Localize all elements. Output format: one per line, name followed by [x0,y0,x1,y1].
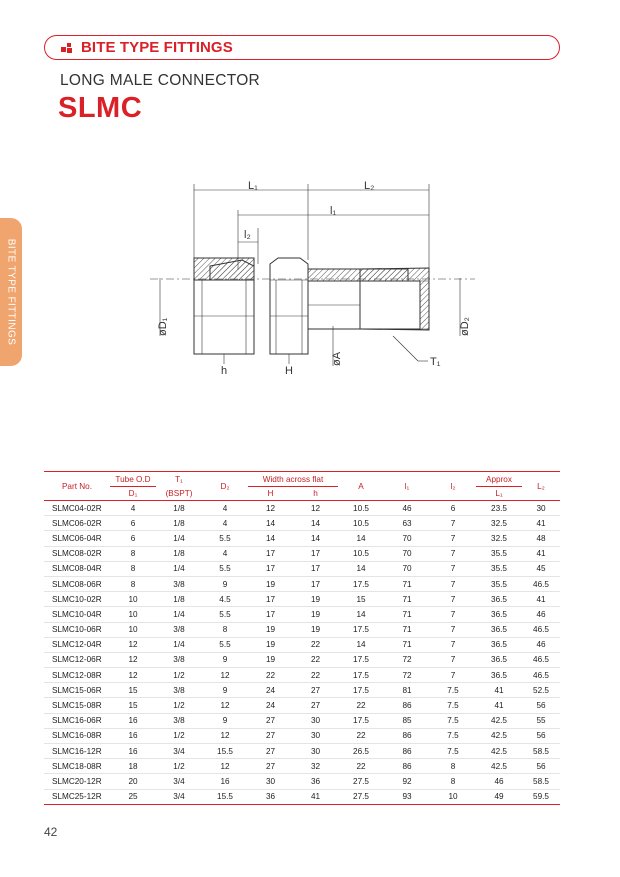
part-number-cell: SLMC12-08R [44,668,110,683]
table-cell: 22 [293,652,338,667]
table-cell: 14 [338,561,384,576]
table-cell: 1/2 [156,759,202,774]
table-cell: 26.5 [338,744,384,759]
part-number-cell: SLMC15-06R [44,683,110,698]
table-cell: 86 [384,728,430,743]
part-number-cell: SLMC15-08R [44,698,110,713]
table-cell: 14 [338,607,384,622]
table-cell: 9 [202,683,248,698]
table-cell: 3/8 [156,713,202,728]
table-cell: 41 [522,516,560,531]
table-cell: 41 [522,592,560,607]
label-D2: øD₂ [459,317,471,336]
table-cell: 9 [202,713,248,728]
squares-icon [61,43,73,53]
table-row [44,501,560,516]
table-cell: 3/4 [156,774,202,789]
header-L1: L₁ [495,489,503,498]
section-title: BITE TYPE FITTINGS [81,39,233,56]
table-cell: 22 [338,698,384,713]
table-cell: 1/2 [156,728,202,743]
table-cell: 8 [110,576,156,591]
table-cell: 30 [293,713,338,728]
table-cell: 7 [430,622,476,637]
table-cell: 7.5 [430,728,476,743]
table-cell: 27.5 [338,789,384,804]
table-cell: 42.5 [476,728,522,743]
table-cell: 30 [248,774,293,789]
table-cell: 7 [430,576,476,591]
table-cell: 5.5 [202,607,248,622]
table-cell: 35.5 [476,546,522,561]
table-cell: 7 [430,652,476,667]
table-cell: 46 [522,637,560,652]
table-cell: 12 [110,652,156,667]
table-cell: 19 [248,622,293,637]
table-row [44,576,560,591]
table-cell: 7 [430,607,476,622]
table-row [44,592,560,607]
table-cell: 1/4 [156,561,202,576]
header-tube-od: Tube O.D [110,472,156,487]
table-cell: 7 [430,561,476,576]
table-row [44,516,560,531]
table-cell: 32.5 [476,516,522,531]
table-cell: 32.5 [476,531,522,546]
part-number-cell: SLMC12-06R [44,652,110,667]
table-row [44,744,560,759]
table-cell: 58.5 [522,744,560,759]
table-cell: 27 [293,698,338,713]
table-cell: 1/8 [156,516,202,531]
table-cell: 93 [384,789,430,804]
table-cell: 22 [248,668,293,683]
table-cell: 12 [202,728,248,743]
table-cell: 3/8 [156,576,202,591]
table-cell: 48 [522,531,560,546]
table-cell: 86 [384,698,430,713]
label-l1: l₁ [330,205,337,217]
table-cell: 27.5 [338,774,384,789]
table-cell: 8 [110,561,156,576]
table-cell: 71 [384,637,430,652]
table-cell: 15 [338,592,384,607]
table-cell: 5.5 [202,561,248,576]
table-cell: 58.5 [522,774,560,789]
table-cell: 3/4 [156,789,202,804]
table-cell: 1/2 [156,668,202,683]
label-A: øA [331,351,343,366]
table-cell: 7.5 [430,713,476,728]
table-cell: 27 [248,713,293,728]
table-cell: 5.5 [202,637,248,652]
table-cell: 1/8 [156,546,202,561]
table-cell: 7 [430,592,476,607]
table-cell: 30 [522,501,560,516]
table-cell: 17 [293,561,338,576]
table-cell: 15.5 [202,744,248,759]
table-cell: 15 [110,683,156,698]
table-cell: 12 [202,698,248,713]
table-cell: 16 [110,713,156,728]
table-cell: 30 [293,744,338,759]
table-cell: 10 [430,789,476,804]
table-cell: 7.5 [430,683,476,698]
table-cell: 71 [384,592,430,607]
table-row [44,531,560,546]
table-cell: 24 [248,683,293,698]
table-cell: 17 [248,592,293,607]
table-cell: 17.5 [338,622,384,637]
label-T1: T₁ [430,356,441,368]
table-cell: 6 [430,501,476,516]
table-cell: 9 [202,652,248,667]
table-cell: 10 [110,607,156,622]
table-cell: 71 [384,622,430,637]
table-cell: 46 [522,607,560,622]
table-cell: 1/4 [156,637,202,652]
table-cell: 14 [293,531,338,546]
table-cell: 14 [248,516,293,531]
table-cell: 22 [338,728,384,743]
table-cell: 1/4 [156,607,202,622]
product-code: SLMC [58,92,143,124]
section-header [44,35,560,60]
table-cell: 71 [384,607,430,622]
part-number-cell: SLMC16-12R [44,744,110,759]
table-cell: 46.5 [522,576,560,591]
table-cell: 8 [202,622,248,637]
table-cell: 7 [430,668,476,683]
table-cell: 14 [293,516,338,531]
table-cell: 27 [248,744,293,759]
part-number-cell: SLMC08-06R [44,576,110,591]
table-cell: 41 [476,698,522,713]
table-cell: 59.5 [522,789,560,804]
table-cell: 70 [384,561,430,576]
table-cell: 36 [293,774,338,789]
table-cell: 1/8 [156,592,202,607]
table-cell: 52.5 [522,683,560,698]
table-cell: 10.5 [338,516,384,531]
table-row [44,728,560,743]
table-cell: 17 [293,546,338,561]
table-cell: 17.5 [338,652,384,667]
table-cell: 12 [110,668,156,683]
table-cell: 41 [476,683,522,698]
table-cell: 20 [110,774,156,789]
table-cell: 41 [293,789,338,804]
header-part-no: Part No. [61,481,93,491]
table-cell: 56 [522,759,560,774]
table-cell: 42.5 [476,759,522,774]
table-cell: 30 [293,728,338,743]
table-cell: 70 [384,531,430,546]
table-cell: 22 [338,759,384,774]
technical-drawing [150,176,480,376]
table-cell: 17 [248,561,293,576]
table-cell: 4.5 [202,592,248,607]
label-H: H [285,365,293,376]
table-cell: 3/4 [156,744,202,759]
table-cell: 12 [248,501,293,516]
table-cell: 6 [110,531,156,546]
table-cell: 46.5 [522,622,560,637]
table-cell: 14 [338,637,384,652]
label-D1: øD₁ [157,317,169,336]
table-cell: 17.5 [338,683,384,698]
table-cell: 15.5 [202,789,248,804]
table-row [44,561,560,576]
table-cell: 1/4 [156,531,202,546]
table-row [44,546,560,561]
table-row [44,683,560,698]
label-L1: L₁ [248,180,258,192]
table-cell: 18 [110,759,156,774]
label-l2: l₂ [244,229,251,241]
header-a: A [358,481,364,491]
table-cell: 22 [293,637,338,652]
table-cell: 46 [384,501,430,516]
part-number-cell: SLMC04-02R [44,501,110,516]
table-cell: 4 [110,501,156,516]
table-cell: 49 [476,789,522,804]
table-cell: 36.5 [476,592,522,607]
part-number-cell: SLMC25-12R [44,789,110,804]
table-cell: 6 [110,516,156,531]
header-h: h [313,489,318,498]
part-number-cell: SLMC06-04R [44,531,110,546]
header-t1: T₁ [175,474,183,484]
header-d1: D₁ [128,489,138,498]
table-cell: 7.5 [430,744,476,759]
label-h: h [221,365,228,376]
table-cell: 1/2 [156,698,202,713]
table-cell: 4 [202,516,248,531]
table-cell: 19 [248,637,293,652]
table-cell: 55 [522,713,560,728]
table-cell: 81 [384,683,430,698]
table-cell: 9 [202,576,248,591]
header-d2: D₂ [220,481,230,491]
table-cell: 35.5 [476,561,522,576]
table-cell: 17.5 [338,668,384,683]
table-row [44,607,560,622]
header-L2: L₂ [537,481,545,491]
table-cell: 41 [522,546,560,561]
table-cell: 17 [248,546,293,561]
table-cell: 46 [476,774,522,789]
table-cell: 15 [110,698,156,713]
table-cell: 14 [338,531,384,546]
table-cell: 19 [293,622,338,637]
table-cell: 56 [522,728,560,743]
table-cell: 10.5 [338,546,384,561]
table-cell: 8 [430,759,476,774]
table-cell: 36.5 [476,607,522,622]
part-number-cell: SLMC08-02R [44,546,110,561]
table-cell: 17 [293,576,338,591]
header-bspt: (BSPT) [165,488,193,498]
part-number-cell: SLMC18-08R [44,759,110,774]
table-cell: 36.5 [476,622,522,637]
table-cell: 86 [384,744,430,759]
part-number-cell: SLMC08-04R [44,561,110,576]
table-cell: 19 [248,576,293,591]
table-cell: 46.5 [522,668,560,683]
label-L2: L₂ [364,180,375,192]
side-tab[interactable] [0,218,22,366]
header-approx: Approx [476,472,522,487]
table-cell: 10 [110,622,156,637]
table-row [44,652,560,667]
table-cell: 5.5 [202,531,248,546]
part-number-cell: SLMC10-04R [44,607,110,622]
side-tab-label: BITE TYPE FITTINGS [5,238,17,346]
table-cell: 27 [248,728,293,743]
table-cell: 25 [110,789,156,804]
table-cell: 16 [110,744,156,759]
table-cell: 36.5 [476,668,522,683]
table-cell: 27 [293,683,338,698]
table-cell: 3/8 [156,652,202,667]
table-cell: 12 [110,637,156,652]
part-number-cell: SLMC16-06R [44,713,110,728]
table-cell: 19 [293,592,338,607]
table-row [44,698,560,713]
part-number-cell: SLMC10-02R [44,592,110,607]
part-number-cell: SLMC10-06R [44,622,110,637]
table-row [44,622,560,637]
table-cell: 92 [384,774,430,789]
header-l1-small: l₁ [404,481,410,491]
table-cell: 23.5 [476,501,522,516]
header-l2-small: l₂ [450,481,456,491]
table-cell: 46.5 [522,652,560,667]
table-cell: 7 [430,637,476,652]
table-cell: 16 [202,774,248,789]
table-cell: 72 [384,668,430,683]
product-name: LONG MALE CONNECTOR [60,72,261,89]
table-cell: 36.5 [476,652,522,667]
table-cell: 42.5 [476,744,522,759]
table-cell: 63 [384,516,430,531]
part-number-cell: SLMC16-08R [44,728,110,743]
table-cell: 32 [293,759,338,774]
table-cell: 3/8 [156,683,202,698]
table-cell: 12 [293,501,338,516]
table-cell: 70 [384,546,430,561]
table-row [44,774,560,789]
table-row [44,759,560,774]
part-number-cell: SLMC06-02R [44,516,110,531]
table-cell: 85 [384,713,430,728]
table-cell: 17.5 [338,713,384,728]
table-cell: 42.5 [476,713,522,728]
table-cell: 14 [248,531,293,546]
table-cell: 4 [202,546,248,561]
table-cell: 17.5 [338,576,384,591]
table-cell: 36.5 [476,637,522,652]
part-number-cell: SLMC20-12R [44,774,110,789]
page-number: 42 [44,825,58,839]
table-cell: 8 [430,774,476,789]
table-cell: 71 [384,576,430,591]
table-cell: 17 [248,607,293,622]
table-cell: 35.5 [476,576,522,591]
header-width-across-flat: Width across flat [248,472,338,487]
table-row [44,713,560,728]
part-number-cell: SLMC12-04R [44,637,110,652]
header-H: H [267,489,274,498]
table-cell: 24 [248,698,293,713]
table-cell: 8 [110,546,156,561]
table-cell: 1/8 [156,501,202,516]
table-cell: 4 [202,501,248,516]
table-cell: 16 [110,728,156,743]
table-row [44,668,560,683]
table-cell: 36 [248,789,293,804]
table-cell: 7 [430,516,476,531]
table-row [44,789,560,804]
table-cell: 10.5 [338,501,384,516]
table-cell: 12 [202,668,248,683]
table-cell: 3/8 [156,622,202,637]
table-cell: 7.5 [430,698,476,713]
table-cell: 56 [522,698,560,713]
table-cell: 7 [430,546,476,561]
spec-table [44,471,560,805]
table-cell: 22 [293,668,338,683]
table-cell: 19 [293,607,338,622]
table-row [44,637,560,652]
table-cell: 7 [430,531,476,546]
table-cell: 12 [202,759,248,774]
table-cell: 72 [384,652,430,667]
table-cell: 45 [522,561,560,576]
table-cell: 27 [248,759,293,774]
table-cell: 10 [110,592,156,607]
table-cell: 86 [384,759,430,774]
table-cell: 19 [248,652,293,667]
